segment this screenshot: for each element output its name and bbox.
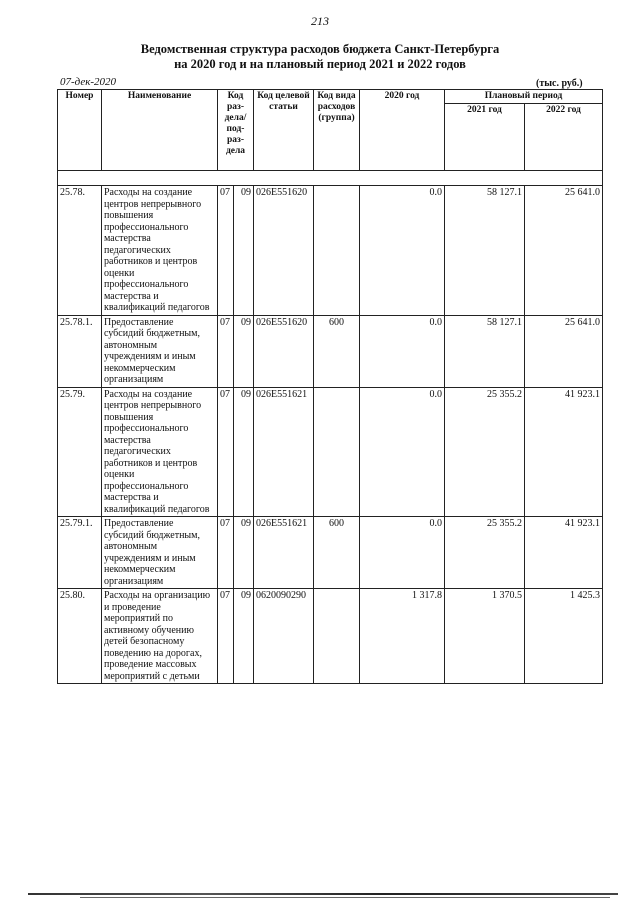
row-amount-2021: 1 370.5	[445, 589, 525, 684]
header-expense-group: Код вида расходов (группа)	[314, 90, 360, 171]
header-name: Наименование	[102, 90, 218, 171]
row-subsection: 09	[234, 517, 254, 589]
title-line-2: на 2020 год и на плановый период 2021 и 2022 годов	[174, 57, 466, 71]
header-2022: 2022 год	[525, 104, 603, 171]
row-section: 07	[218, 387, 234, 517]
table-row	[58, 186, 603, 316]
row-amount-2020: 0.0	[360, 387, 445, 517]
row-name: Предоставление субсидий бюджетным, автономным учреждениям и иным некоммерческим организациям	[102, 517, 218, 589]
page-number: 213	[311, 14, 329, 28]
row-target-code: 026E551620	[254, 315, 314, 387]
table-row	[58, 315, 603, 387]
document-date: 07-дек-2020	[60, 76, 117, 88]
row-number: 25.78.	[58, 186, 102, 316]
row-subsection: 09	[234, 315, 254, 387]
table-row	[58, 387, 603, 517]
row-subsection: 09	[234, 387, 254, 517]
row-section: 07	[218, 517, 234, 589]
row-amount-2022: 25 641.0	[525, 186, 603, 316]
row-expense-group	[314, 186, 360, 316]
units-label: (тыс. руб.)	[536, 78, 583, 89]
row-name: Расходы на организацию и проведение мероприятий по активному обучению детей безопасному поведению на дорогах, проведение массовых мероприятий с детьми	[102, 589, 218, 684]
header-number: Номер	[58, 90, 102, 171]
row-subsection: 09	[234, 186, 254, 316]
header-planned-period: Плановый период	[445, 90, 603, 104]
scan-bottom-rule-secondary	[80, 897, 610, 898]
row-number: 25.79.1.	[58, 517, 102, 589]
row-expense-group	[314, 387, 360, 517]
row-number: 25.80.	[58, 589, 102, 684]
table-body	[58, 171, 603, 684]
row-name: Расходы на создание центров непрерывного повышения профессионального мастерства педагогических работников и центров оценки профессионального мастерства и квалификаций педагогов	[102, 186, 218, 316]
row-amount-2020: 0.0	[360, 186, 445, 316]
row-amount-2021: 25 355.2	[445, 517, 525, 589]
row-number: 25.79.	[58, 387, 102, 517]
row-subsection: 09	[234, 589, 254, 684]
header-2021: 2021 год	[445, 104, 525, 171]
row-target-code: 026E551621	[254, 387, 314, 517]
document-title	[0, 42, 640, 72]
header-spacer-row	[58, 171, 603, 186]
row-expense-group	[314, 589, 360, 684]
row-section: 07	[218, 589, 234, 684]
row-amount-2022: 25 641.0	[525, 315, 603, 387]
row-amount-2022: 41 923.1	[525, 387, 603, 517]
row-target-code: 026E551620	[254, 186, 314, 316]
header-target-code: Код целевой статьи	[254, 90, 314, 171]
row-amount-2022: 1 425.3	[525, 589, 603, 684]
row-number: 25.78.1.	[58, 315, 102, 387]
row-amount-2021: 58 127.1	[445, 186, 525, 316]
table-row	[58, 517, 603, 589]
title-line-1: Ведомственная структура расходов бюджета Санкт-Петербурга	[140, 42, 500, 56]
row-amount-2022: 41 923.1	[525, 517, 603, 589]
row-amount-2021: 25 355.2	[445, 387, 525, 517]
scan-bottom-rule	[28, 893, 618, 895]
row-target-code: 026E551621	[254, 517, 314, 589]
table-row	[58, 589, 603, 684]
row-section: 07	[218, 186, 234, 316]
table-header	[58, 90, 603, 171]
header-section-code: Код раз- дела/ под- раз- дела	[218, 90, 254, 171]
row-target-code: 0620090290	[254, 589, 314, 684]
row-amount-2021: 58 127.1	[445, 315, 525, 387]
row-amount-2020: 0.0	[360, 517, 445, 589]
row-expense-group: 600	[314, 517, 360, 589]
row-expense-group: 600	[314, 315, 360, 387]
budget-table	[57, 89, 603, 684]
header-2020: 2020 год	[360, 90, 445, 171]
row-amount-2020: 1 317.8	[360, 589, 445, 684]
row-name: Предоставление субсидий бюджетным, автономным учреждениям и иным некоммерческим организациям	[102, 315, 218, 387]
row-amount-2020: 0.0	[360, 315, 445, 387]
row-section: 07	[218, 315, 234, 387]
row-name: Расходы на создание центров непрерывного повышения профессионального мастерства педагогических работников и центров оценки профессионального мастерства и квалификаций педагогов	[102, 387, 218, 517]
